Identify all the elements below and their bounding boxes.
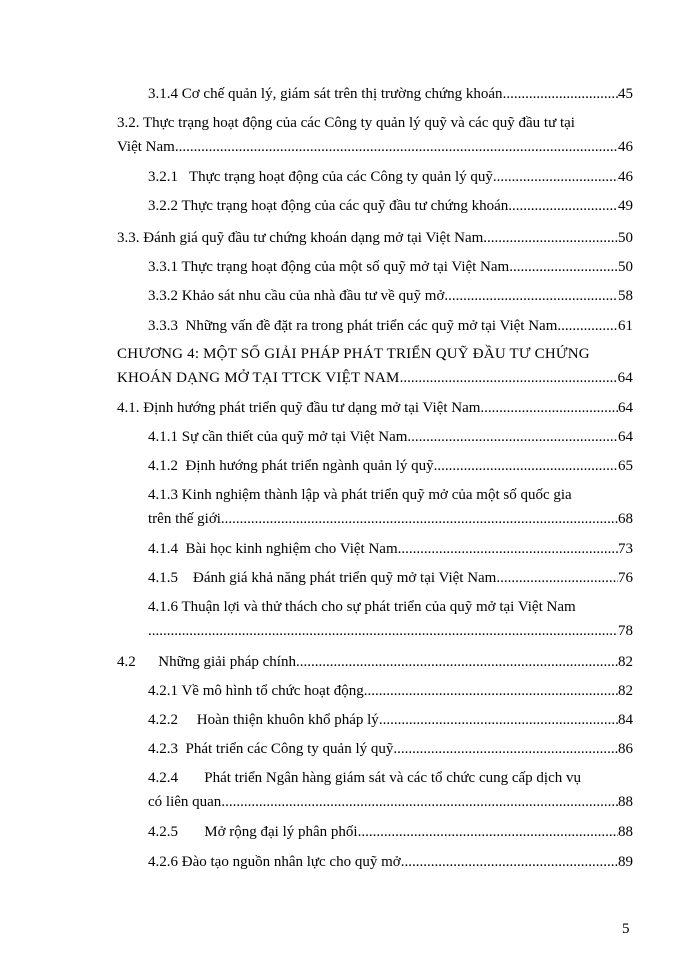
toc-entry-4-2-1[interactable]: 4.2.1 Về mô hình tổ chức hoạt động ..... 82 [148,680,633,702]
dot-leader [480,397,618,419]
dot-leader [379,709,618,731]
dot-leader [509,256,618,278]
dot-leader [557,315,618,337]
toc-entry-4-1-6[interactable]: 4.1.6 Thuận lợi và thử thách cho sự phát triển của quỹ mở tại Việt Nam ..... 78 [148,596,633,644]
toc-entry-4-1-2[interactable]: 4.1.2 Định hướng phát triển ngành quản lý quỹ ..... 65 [148,455,633,477]
dot-leader [393,738,618,760]
dot-leader [358,821,618,843]
dot-leader [407,426,618,448]
dot-leader [434,455,618,477]
toc-entry-4-1-4[interactable]: 4.1.4 Bài học kinh nghiệm cho Việt Nam ..... 73 [148,538,633,560]
toc-entry-3-3-2[interactable]: 3.3.2 Khảo sát nhu cầu của nhà đầu tư về quỹ mở ..... 58 [148,285,633,307]
dot-leader [401,851,618,873]
dot-leader [398,538,618,560]
toc-entry-chapter-4[interactable]: CHƯƠNG 4: MỘT SỐ GIẢI PHÁP PHÁT TRIỂN QUỸ ĐẦU TƯ CHỨNG KHOÁN DẠNG MỞ TẠI TTCK VIỆT NAM ..... 64 [117,343,633,391]
toc-entry-4-2[interactable]: 4.2 Những giải pháp chính ..... 82 [117,651,633,673]
toc-entry-4-2-6[interactable]: 4.2.6 Đào tạo nguồn nhân lực cho quỹ mở ..... 89 [148,851,633,873]
toc-entry-4-2-2[interactable]: 4.2.2 Hoàn thiện khuôn khổ pháp lý ..... 84 [148,709,633,731]
toc-entry-4-1-1[interactable]: 4.1.1 Sự cần thiết của quỹ mở tại Việt Nam ..... 64 [148,426,633,448]
toc-entry-3-3[interactable]: 3.3. Đánh giá quỹ đầu tư chứng khoán dạng mở tại Việt Nam ..... 50 [117,227,633,249]
toc-entry-3-1-4[interactable]: 3.1.4 Cơ chế quản lý, giám sát trên thị trường chứng khoán ..... 45 [148,83,633,105]
toc-entry-3-3-3[interactable]: 3.3.3 Những vấn đề đặt ra trong phát triển các quỹ mở tại Việt Nam ..... 61 [148,315,633,337]
dot-leader [496,567,618,589]
dot-leader [221,791,618,813]
dot-leader [175,136,618,158]
toc-entry-4-1[interactable]: 4.1. Định hướng phát triển quỹ đầu tư dạng mở tại Việt Nam ..... 64 [117,397,633,419]
toc-entry-4-2-4[interactable]: 4.2.4 Phát triển Ngân hàng giám sát và các tổ chức cung cấp dịch vụ có liên quan ..... 88 [148,767,633,815]
dot-leader [493,166,618,188]
dot-leader [221,508,618,530]
toc-entry-4-1-3[interactable]: 4.1.3 Kinh nghiệm thành lập và phát triển quỹ mở của một số quốc gia trên thế giới ..... 68 [148,484,633,532]
dot-leader [296,651,618,673]
toc-entry-4-2-5[interactable]: 4.2.5 Mở rộng đại lý phân phối ..... 88 [148,821,633,843]
page-number: 5 [622,921,630,937]
dot-leader [148,620,618,642]
toc-entry-4-2-3[interactable]: 4.2.3 Phát triển các Công ty quản lý quỹ ..... 86 [148,738,633,760]
dot-leader [508,195,618,217]
toc-entry-3-2-2[interactable]: 3.2.2 Thực trạng hoạt động của các quỹ đầu tư chứng khoán ..... 49 [148,195,633,217]
dot-leader [503,83,618,105]
dot-leader [400,367,618,389]
toc-entry-3-2-1[interactable]: 3.2.1 Thực trạng hoạt động của các Công ty quản lý quỹ ..... 46 [148,166,633,188]
toc-entry-3-3-1[interactable]: 3.3.1 Thực trạng hoạt động của một số quỹ mở tại Việt Nam ..... 50 [148,256,633,278]
dot-leader [364,680,618,702]
toc-entry-3-2[interactable]: 3.2. Thực trạng hoạt động của các Công ty quản lý quỹ và các quỹ đầu tư tại Việt Nam ..... 46 [117,112,633,160]
toc-entry-4-1-5[interactable]: 4.1.5 Đánh giá khả năng phát triển quỹ mở tại Việt Nam ..... 76 [148,567,633,589]
dot-leader [444,285,618,307]
dot-leader [483,227,618,249]
